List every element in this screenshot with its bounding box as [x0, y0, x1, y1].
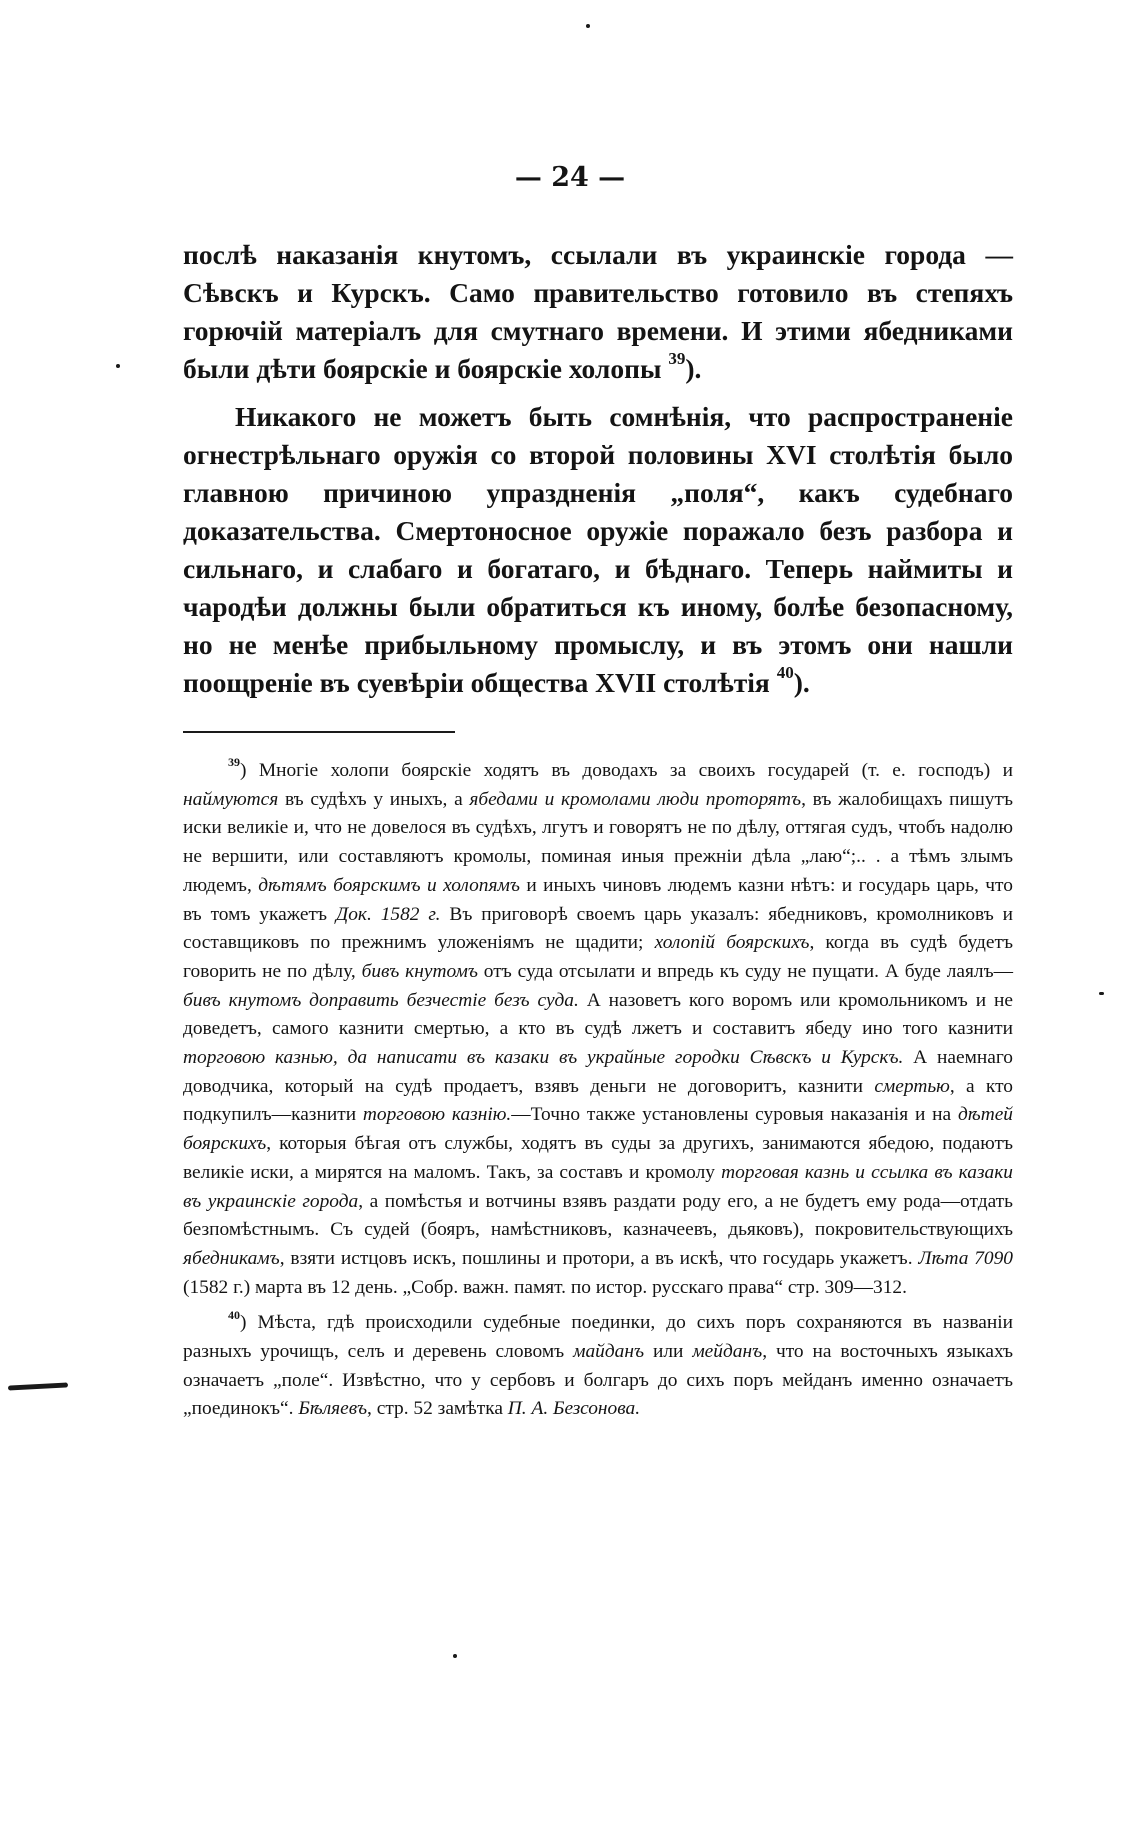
scan-speck [586, 24, 590, 28]
footnote-ref-40: 40 [776, 663, 794, 683]
footnote-39-text: Въ приговорѣ своемъ царь указалъ: ябедниковъ, кромолниковъ и составщиковъ по прежнимъ уложеніямъ не щадити; [183, 903, 1013, 954]
footnote-39-text: А назоветъ кого воромъ или кромольникомъ и не доведетъ, самого казнити смертью, а кто въ судѣ лжетъ и составитъ ябеду ино того казнити [183, 989, 1013, 1040]
page-number: — 24 — [514, 162, 626, 193]
footnote-39-text: , а помѣстья и вотчины взявъ раздати роду его, а не будетъ ему рода—отдать безпомѣстнымъ. Съ судей (бояръ, намѣстниковъ, казначеевъ, дьяковъ), покровительствующихъ [183, 1190, 1013, 1241]
footnote-39-italic: ябедами и кромолами люди проторятъ [469, 788, 802, 810]
footnote-40-text: , что на восточныхъ языкахъ означаетъ „поле“. Извѣстно, что у сербовъ и болгаръ до сихъ поръ мейданъ именно означаетъ „поединокъ“. [183, 1341, 1013, 1420]
footnote-39-text: отъ суда отсылати и впредь къ суду не пущати. А буде лаялъ— [477, 960, 1014, 982]
footnote-39-text: , которыя бѣгая отъ службы, ходятъ въ суды за другихъ, занимаются ябедою, подаютъ великіе иски, а мирятся на маломъ. Такъ, за составъ и кромолу [183, 1133, 1013, 1183]
scan-ink-stroke [8, 1382, 68, 1390]
footnote-39-italic: дѣтямъ боярскимъ и холопямъ [258, 874, 520, 896]
scan-speck [453, 1654, 457, 1658]
main-paragraph-1 [183, 236, 1013, 388]
footnote-40-marker: 40 [228, 1307, 241, 1322]
footnotes [183, 757, 1013, 1431]
footnote-39-text: , въ жалобищахъ пишутъ иски великіе и, что не довелося въ судѣхъ, лгутъ и говорятъ не по дѣлу, оттягая судъ, чтобъ надолю не вершити, или составляютъ кромолы, поминая иныя прежніи дѣла „лаю“;.. . а тѣмъ злымъ людемъ, [183, 788, 1013, 896]
footnote-39-text: , а кто подкупилъ—казнити [183, 1075, 1013, 1126]
footnote-39-text: —Точно также установлены суровыя наказанія и на [511, 1104, 958, 1126]
footnote-40-citation: П. А. Безсонова. [507, 1398, 641, 1420]
footnote-40-italic: мейданъ [692, 1341, 763, 1363]
main-text [183, 236, 1013, 712]
main-paragraph-1-text: послѣ наказанія кнутомъ, ссылали въ украинскіе города — Сѣвскъ и Курскъ. Само правительство готовило въ степяхъ горючій матеріалъ для смутнаго времени. И этими ябедниками были дѣти боярскіе и боярскіе холопы [183, 239, 1013, 384]
footnote-39-text: (1582 г.) марта въ 12 день. „Собр. важн. памят. по истор. русскаго права“ стр. 309—312. [183, 1276, 907, 1298]
scan-speck [116, 364, 120, 368]
footnote-39-text: А наемнаго доводчика, который на судѣ продаетъ, взявъ деньги не договоритъ, казнити [183, 1047, 1013, 1097]
scan-speck [1099, 992, 1104, 995]
footnote-39-text: въ судѣхъ у иныхъ, а [278, 788, 470, 810]
footnote-39-marker: 39 [228, 755, 241, 770]
footnote-divider [183, 731, 455, 733]
main-paragraph-1-end: ). [685, 353, 702, 384]
footnote-39-italic: дѣтей боярскихъ [183, 1104, 1014, 1155]
footnote-40-citation: Бѣляевъ [298, 1398, 368, 1420]
footnote-ref-39: 39 [668, 349, 686, 369]
main-paragraph-2-end: ). [793, 667, 810, 698]
footnote-40-italic: майданъ [573, 1341, 645, 1363]
main-paragraph-2-text: Никакого не можетъ быть сомнѣнія, что распространеніе огнестрѣльнаго оружія со второй половины XVI столѣтія было главною причиною упраздненія „поля“, какъ судебнаго доказательства. Смертоносное оружіе поражало безъ разбора и сильнаго, и слабаго и богатаго, и бѣднаго. Теперь наймиты и чародѣи должны были обратиться къ иному, болѣе безопасному, но не менѣе прибыльному промыслу, и въ этомъ они нашли поощреніе въ суевѣріи общества XVII столѣтія [183, 401, 1013, 698]
footnote-39-italic: бивъ кнутомъ доправить безчестіе безъ суда. [183, 989, 579, 1011]
footnote-39-text: , взяти истцовъ искъ, пошлины и протори, а въ искѣ, что государь укажетъ. [279, 1247, 919, 1269]
footnote-40-text: или [644, 1341, 693, 1363]
footnote-39-text: ) Многіе холопи боярскіе ходятъ въ доводахъ за своихъ государей (т. е. господъ) и [240, 760, 1013, 781]
footnote-39-italic: наймуются [183, 788, 279, 810]
footnote-39-citation: Лѣта 7090 [918, 1247, 1013, 1269]
footnote-39-italic: смертью [874, 1075, 950, 1097]
footnote-39-italic: ябедникамъ [183, 1247, 280, 1269]
footnote-39-italic: торговою казнію. [362, 1104, 512, 1126]
footnote-39-text: , когда въ судѣ будетъ говорить не по дѣлу, [183, 932, 1013, 982]
footnote-40-text: , стр. 52 замѣтка [367, 1398, 508, 1420]
footnote-39-text: и иныхъ чиновъ людемъ казни нѣтъ: и государь царь, что въ томъ укажетъ [183, 874, 1013, 925]
footnote-40 [183, 1309, 1013, 1424]
footnote-39-italic: бивъ кнутомъ [361, 960, 478, 982]
footnote-39-citation: Док. 1582 г. [335, 903, 441, 925]
footnote-39-italic: торговою казнью, да написати въ казаки въ украйные городки Сѣвскъ и Курскъ. [183, 1047, 904, 1069]
main-paragraph-2 [183, 398, 1013, 702]
footnote-39-italic: торговая казнь и ссылка въ казаки въ украинскіе города [183, 1161, 1013, 1212]
footnote-39-italic: холопій боярскихъ [654, 932, 810, 954]
footnote-40-text: ) Мѣста, гдѣ происходили судебные поединки, до сихъ поръ сохраняются въ названіи разныхъ урочищъ, селъ и деревень словомъ [183, 1312, 1013, 1363]
footnote-39 [183, 757, 1013, 1302]
